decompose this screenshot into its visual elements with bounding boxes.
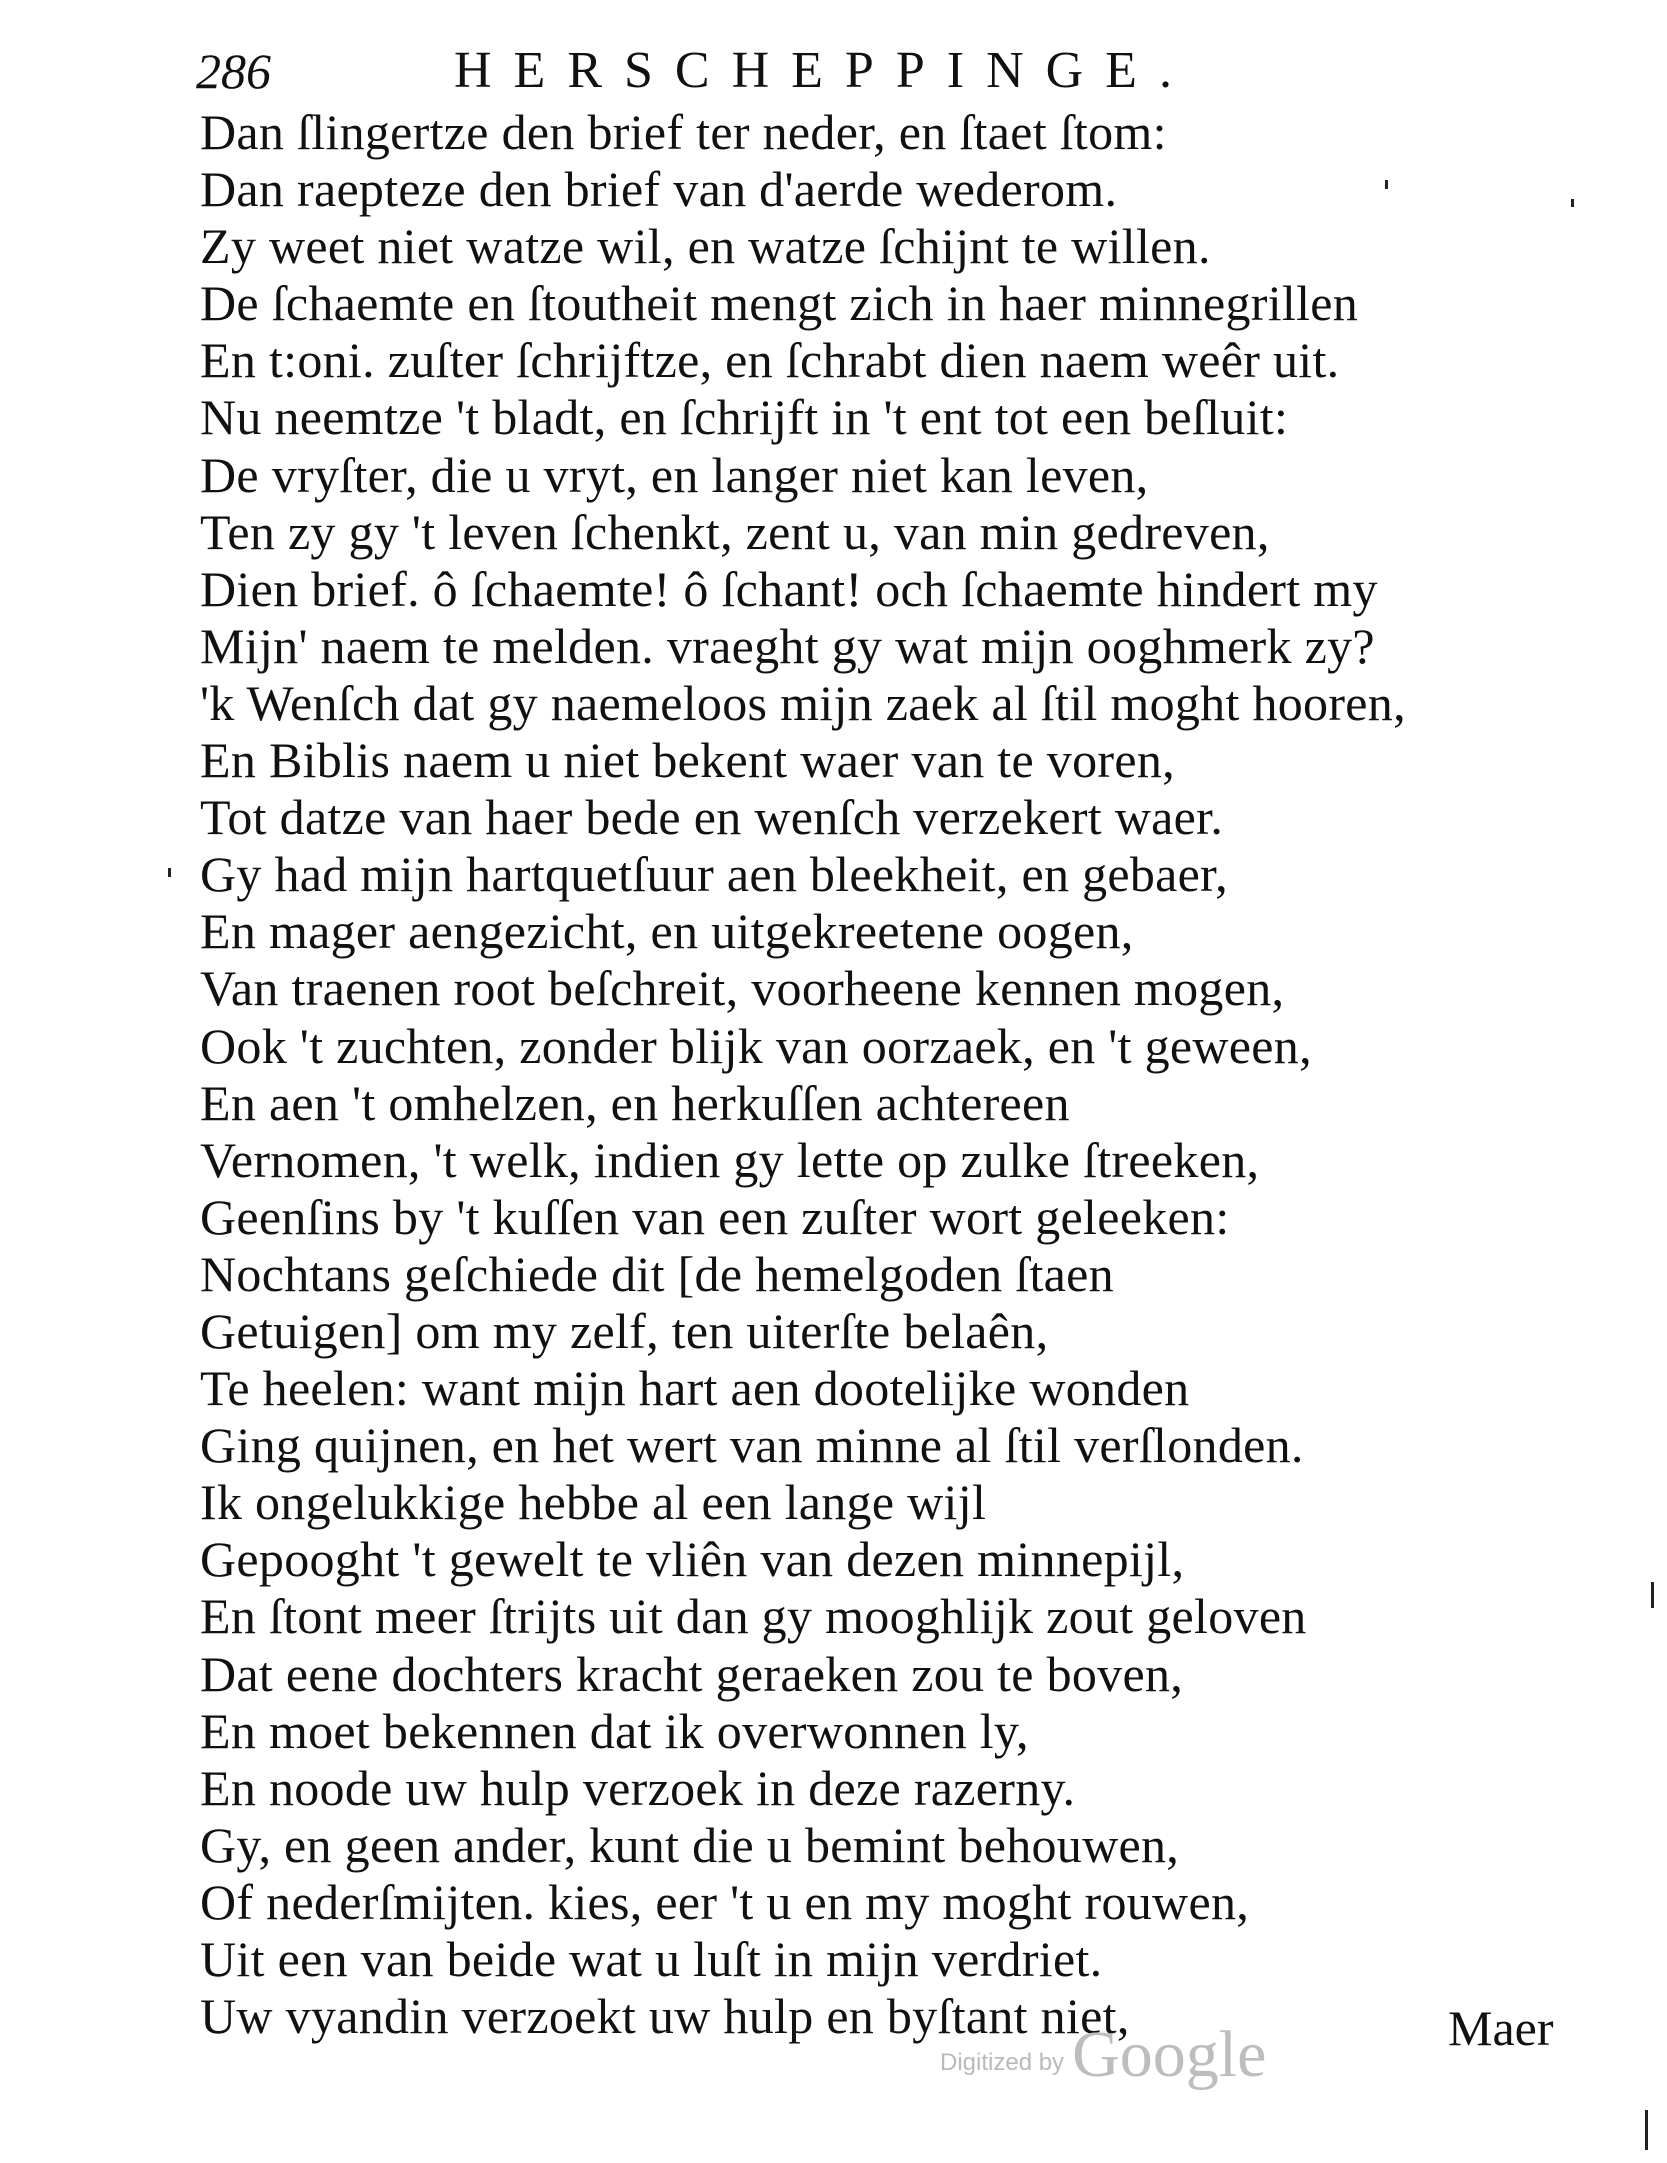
verse-line: En ſtont meer ſtrijts uit dan gy mooghlijk zout geloven — [200, 1588, 1307, 1645]
verse-line: Dan ſlingertze den brief ter neder, en ſtaet ſtom: — [200, 104, 1167, 160]
verse-line: 'k Wenſch dat gy naemeloos mijn zaek al ſtil moght hooren, — [200, 674, 1406, 731]
verse-line: Mijn' naem te melden. vraeght gy wat mijn ooghmerk zy? — [200, 617, 1375, 674]
scan-speck — [1645, 2110, 1648, 2150]
digitized-watermark — [940, 2018, 1267, 2091]
verse-line: Ten zy gy 't leven ſchenkt, zent u, van min gedreven, — [200, 503, 1270, 560]
verse-line: Geenſins by 't kuſſen van een zuſter wort geleeken: — [200, 1188, 1230, 1245]
verse-line: Nochtans geſchiede dit [de hemelgoden ſtaen — [200, 1245, 1114, 1302]
verse-line: Ging quijnen, en het wert van minne al ſtil verſlonden. — [200, 1417, 1304, 1474]
verse-line: Ook 't zuchten, zonder blijk van oorzaek, en 't geween, — [200, 1017, 1312, 1074]
watermark-caption: Digitized by — [940, 2049, 1065, 2076]
verse-line: Tot datze van haer bede en wenſch verzekert waer. — [200, 789, 1224, 846]
verse-line: Uit een van beide wat u luſt in mijn verdriet. — [200, 1931, 1103, 1987]
verse-line: Gepooght 't gewelt te vliên van dezen minnepijl, — [200, 1531, 1185, 1588]
google-logo: Google — [1072, 2018, 1267, 2091]
catchword: Maer — [1448, 2000, 1554, 2056]
verse-line: Te heelen: want mijn hart aen dootelijke wonden — [200, 1360, 1190, 1417]
scan-speck — [1651, 1582, 1654, 1608]
verse-line: Gy had mijn hartquetſuur aen bleekheit, en gebaer, — [200, 846, 1228, 903]
running-title: HERSCHEPPINGE. — [454, 42, 1194, 99]
verse-line: Dan raepteze den brief van d'aerde wederom. — [200, 161, 1118, 218]
verse-line: Dat eene dochters kracht geraeken zou te boven, — [200, 1645, 1184, 1702]
verse-line: De vryſter, die u vryt, en langer niet kan leven, — [200, 446, 1149, 503]
page-header — [196, 36, 1346, 106]
verse-line: En aen 't omhelzen, en herkuſſen achtereen — [200, 1074, 1070, 1131]
verse-line: Van traenen root beſchreit, voorheene kennen mogen, — [200, 960, 1285, 1017]
verse-block — [200, 104, 1590, 2045]
verse-line: Nu neemtze 't bladt, en ſchrijft in 't ent tot een beſluit: — [200, 389, 1289, 446]
scan-speck — [1385, 180, 1388, 189]
page-number: 286 — [196, 43, 271, 99]
scan-speck — [1571, 199, 1574, 207]
verse-line: Vernomen, 't welk, indien gy lette op zulke ſtreeken, — [200, 1131, 1260, 1188]
verse-line: En moet bekennen dat ik overwonnen ly, — [200, 1702, 1029, 1759]
verse-line: Dien brief. ô ſchaemte! ô ſchant! och ſchaemte hindert my — [200, 560, 1378, 617]
verse-line: Getuigen] om my zelf, ten uiterſte belaên, — [200, 1302, 1049, 1359]
verse-line: De ſchaemte en ſtoutheit mengt zich in haer minnegrillen — [200, 275, 1359, 332]
verse-line: En Biblis naem u niet bekent waer van te voren, — [200, 732, 1175, 789]
verse-line: En t:oni. zuſter ſchrijftze, en ſchrabt dien naem weêr uit. — [200, 332, 1340, 389]
verse-line: Zy weet niet watze wil, en watze ſchijnt te willen. — [200, 218, 1211, 275]
verse-line: En mager aengezicht, en uitgekreetene oogen, — [200, 903, 1134, 960]
verse-line: En noode uw hulp verzoek in deze razerny. — [200, 1759, 1076, 1816]
verse-line: Of nederſmijten. kies, eer 't u en my moght rouwen, — [200, 1873, 1250, 1930]
verse-line: Ik ongelukkige hebbe al een lange wijl — [200, 1474, 987, 1531]
verse-line: Gy, en geen ander, kunt die u bemint behouwen, — [200, 1816, 1180, 1873]
verse-line: Uw vyandin verzoekt uw hulp en byſtant niet, — [200, 1988, 1130, 2045]
scan-speck — [168, 868, 171, 877]
